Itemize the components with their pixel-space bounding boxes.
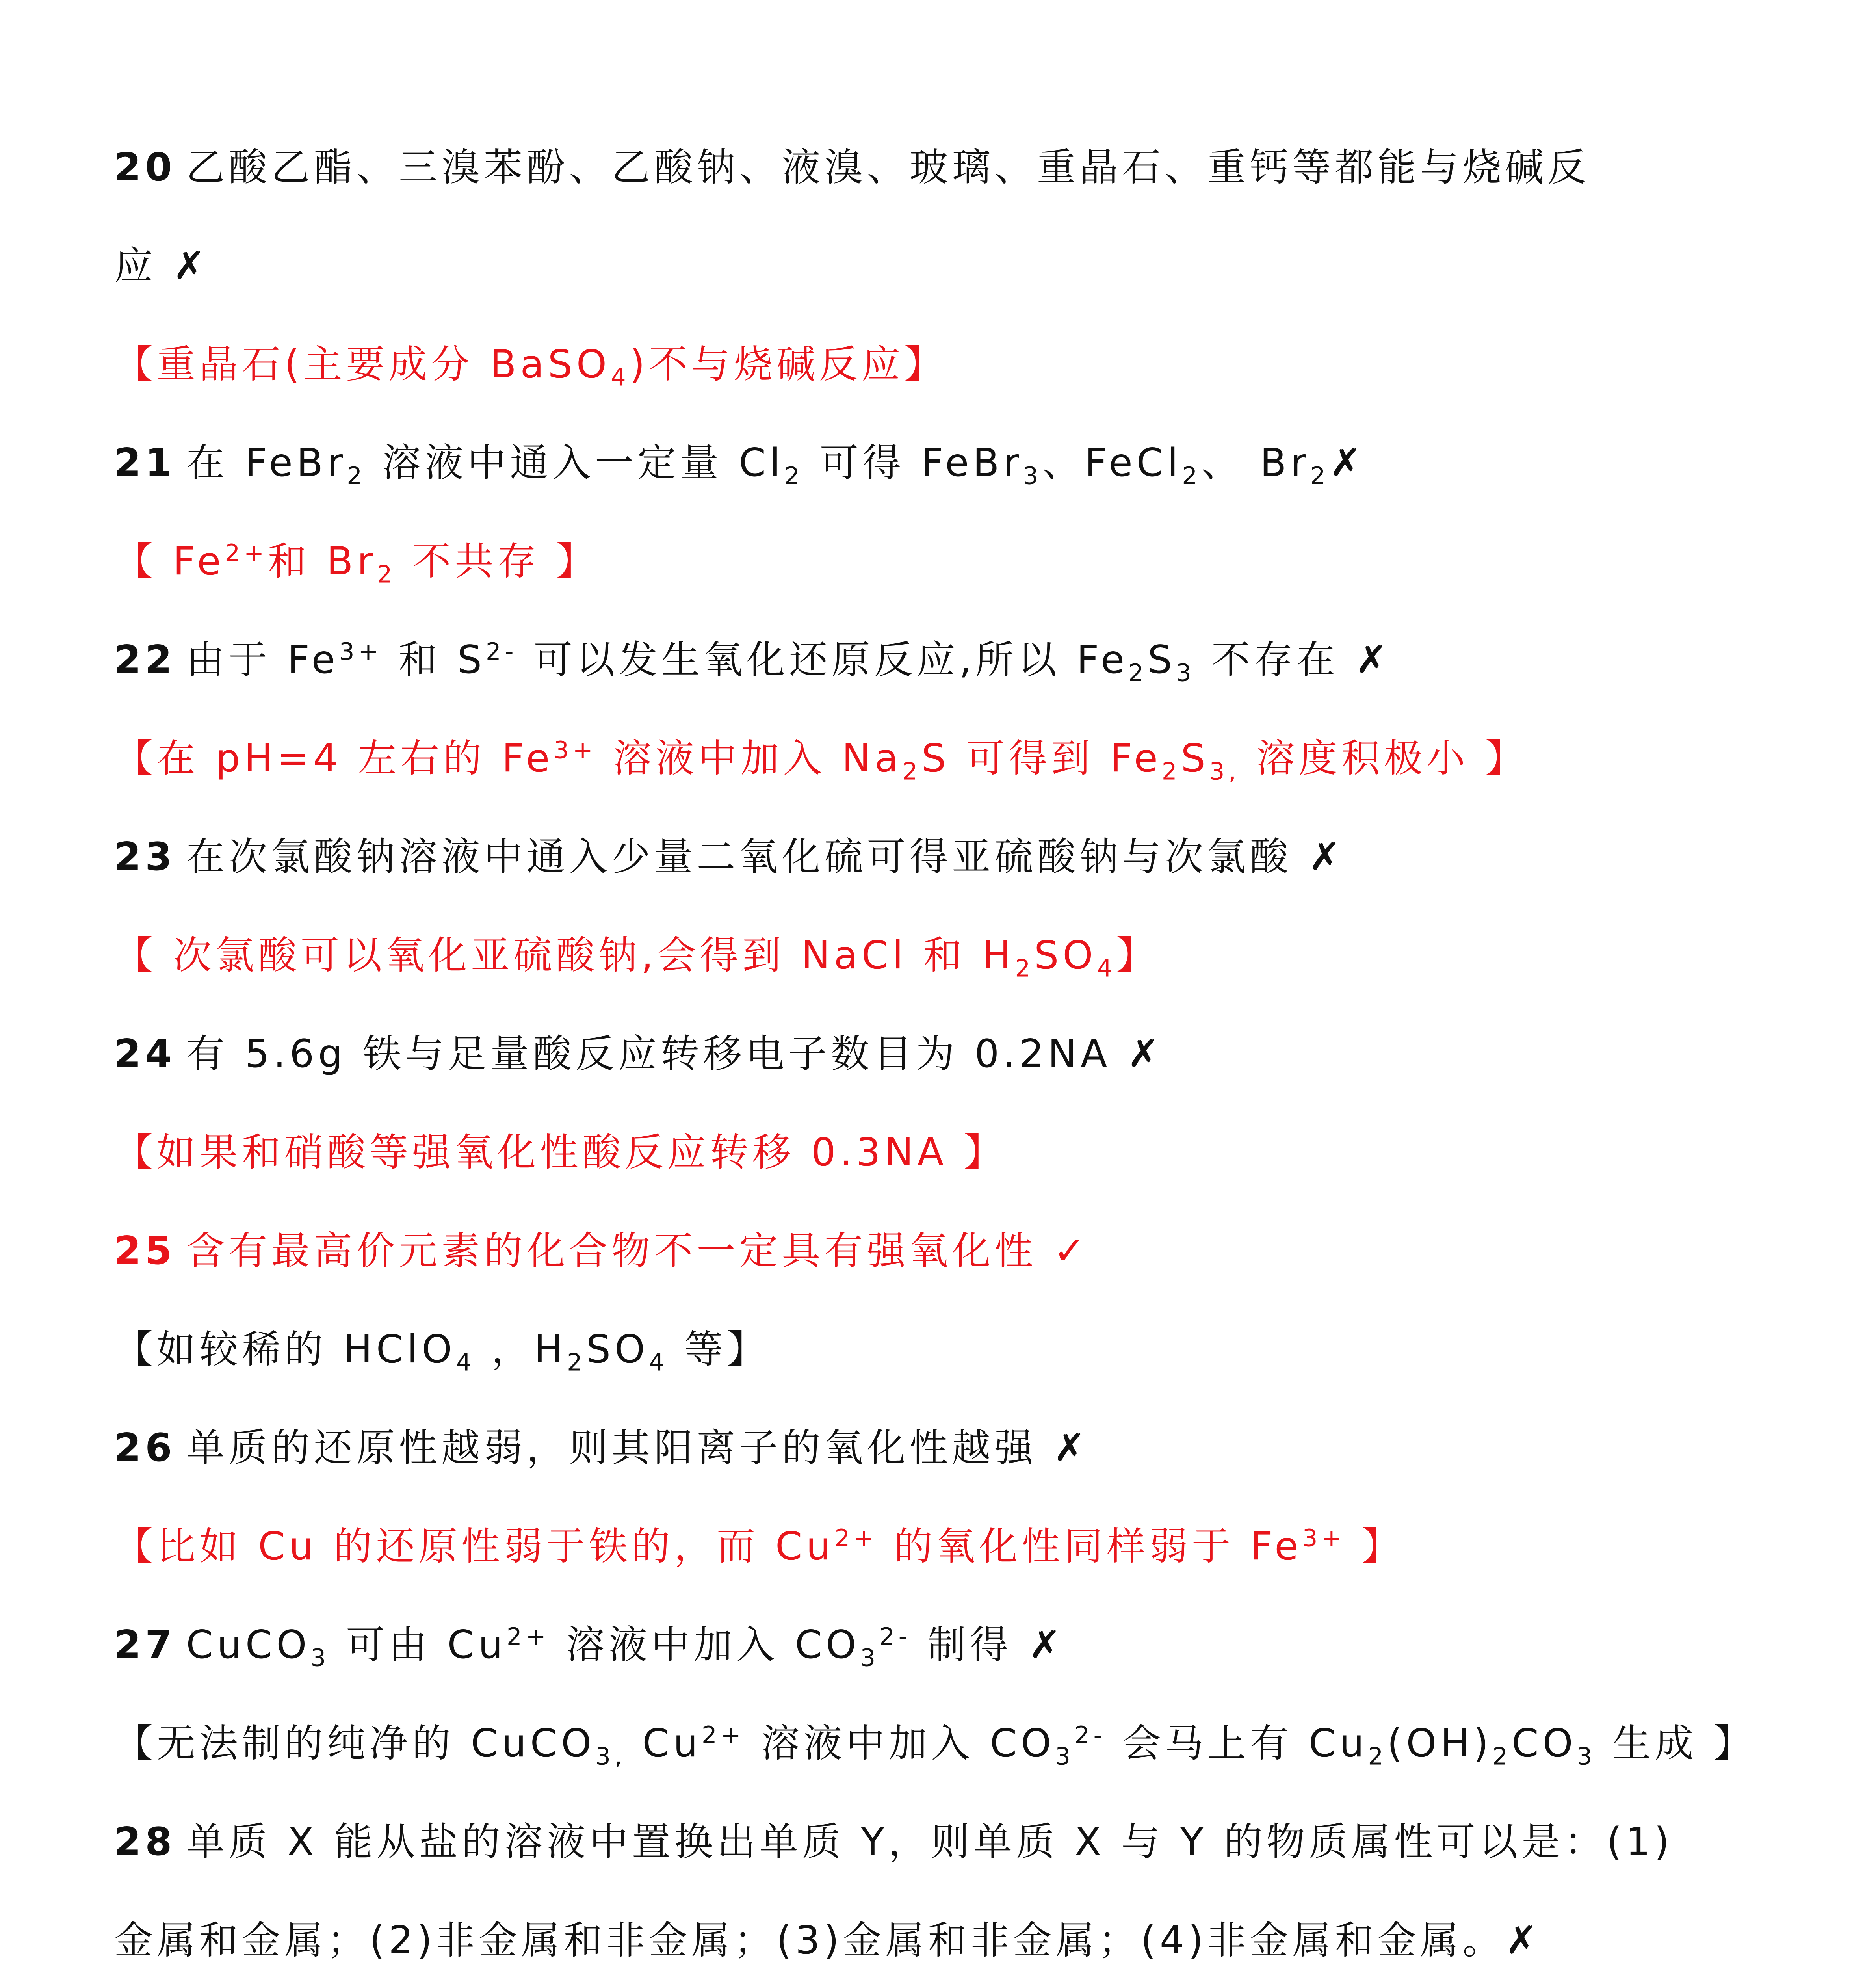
item-number: 22	[114, 637, 176, 682]
text-line	[114, 709, 1769, 808]
text-line	[114, 1005, 1769, 1103]
line-text: 【 次氯酸可以氧化亚硫酸钠,会得到 NaCl 和 $H_2SO_4$】	[114, 933, 1159, 983]
item-number: 26	[114, 1425, 176, 1470]
document-page	[114, 118, 1769, 1970]
text-line	[114, 1497, 1769, 1596]
text-line	[114, 906, 1769, 1005]
line-text: 金属和金属；(2)非金属和非金属；(3)金属和非金属；(4)非金属和金属。✗	[114, 1918, 1542, 1963]
line-text: 【重晶石(主要成分 BaSO$_4$)不与烧碱反应】	[114, 342, 947, 392]
text-line	[114, 1891, 1769, 1970]
text-line	[114, 1399, 1769, 1497]
text-line	[114, 1793, 1769, 1891]
text-line	[114, 1694, 1769, 1793]
line-text: 含有最高价元素的化合物不一定具有强氧化性 ✓	[186, 1228, 1090, 1273]
line-text: 【如果和硝酸等强氧化性酸反应转移 0.3NA 】	[114, 1130, 1007, 1175]
line-text: 乙酸乙酯、三溴苯酚、乙酸钠、液溴、玻璃、重晶石、重钙等都能与烧碱反	[186, 145, 1590, 190]
text-line	[114, 315, 1769, 414]
line-text: 在 FeBr$_2$ 溶液中通入一定量 $Cl_2$ 可得 FeBr$_3$、FeCl$_2$、 $Br_2✗$	[186, 440, 1366, 490]
line-text: 【比如 Cu 的还原性弱于铁的，而 $Cu^{2+}$ 的氧化性同样弱于 $Fe^{3+}$ 】	[114, 1524, 1404, 1569]
line-text: 【如较稀的 HClO$_4$ ，$H_2SO_4$ 等】	[114, 1327, 769, 1377]
item-number: 28	[114, 1819, 176, 1864]
line-text: 【 $Fe^{2+}$和 $Br_2$ 不共存 】	[114, 539, 599, 589]
line-text: 由于 $Fe^{3+}$ 和 $S^{2-}$ 可以发生氧化还原反应,所以 $Fe_2S_3$ 不存在 ✗	[186, 637, 1392, 687]
line-text: 单质的还原性越弱，则其阳离子的氧化性越强 ✗	[186, 1425, 1090, 1470]
line-text: CuCO$_3$ 可由 $Cu^{2+}$ 溶液中加入 $CO_3^{2-}$ 制得 ✗	[186, 1622, 1065, 1672]
item-number: 25	[114, 1228, 176, 1273]
line-text: 【在 pH=4 左右的 $Fe^{3+}$ 溶液中加入 $Na_2S$ 可得到 $Fe_2S_{3,}$ 溶度积极小 】	[114, 736, 1528, 786]
item-number: 24	[114, 1031, 176, 1076]
item-number: 23	[114, 834, 176, 879]
line-text: 有 5.6g 铁与足量酸反应转移电子数目为 0.2NA ✗	[186, 1031, 1164, 1076]
item-number: 27	[114, 1622, 176, 1667]
text-line	[114, 1103, 1769, 1202]
text-line	[114, 1202, 1769, 1300]
text-line	[114, 808, 1769, 906]
text-line	[114, 217, 1769, 315]
text-line	[114, 1300, 1769, 1399]
text-line	[114, 414, 1769, 512]
text-line	[114, 611, 1769, 709]
line-text: 在次氯酸钠溶液中通入少量二氧化硫可得亚硫酸钠与次氯酸 ✗	[186, 834, 1345, 879]
text-line	[114, 1596, 1769, 1694]
line-text: 应 ✗	[114, 243, 210, 288]
text-line	[114, 512, 1769, 611]
item-number: 20	[114, 145, 176, 190]
item-number: 21	[114, 440, 176, 485]
line-text: 【无法制的纯净的 CuCO$_{3,}$ $Cu^{2+}$ 溶液中加入 $CO_3^{2-}$ 会马上有 $Cu_2(OH)_2CO_3$ 生成 】	[114, 1721, 1756, 1771]
text-line	[114, 118, 1769, 217]
line-text: 单质 X 能从盐的溶液中置换出单质 Y，则单质 X 与 Y 的物质属性可以是：(1)	[186, 1819, 1674, 1864]
